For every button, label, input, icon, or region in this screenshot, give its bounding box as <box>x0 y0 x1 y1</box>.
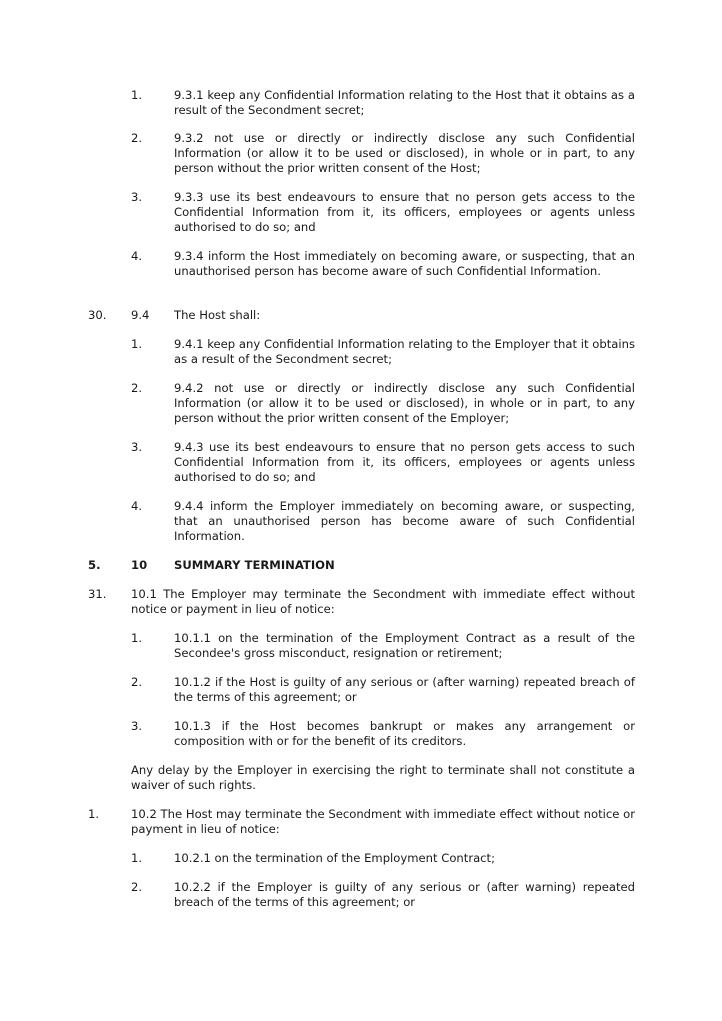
list-item-text: 9.4.1 keep any Confidential Information relating to the Employer that it obtains as a result of the Secondment secret; <box>174 337 635 366</box>
list-item-text: 9.3.1 keep any Confidential Information relating to the Host that it obtains as a result of the Secondment secret; <box>174 88 635 117</box>
clause-number: 9.4 <box>131 308 150 322</box>
list-number: 2. <box>131 675 143 689</box>
list-number: 1. <box>131 337 143 351</box>
clause-outer-number: 30. <box>88 308 107 322</box>
list-number: 2. <box>131 880 143 894</box>
list-number: 3. <box>131 440 143 454</box>
waiver-paragraph: Any delay by the Employer in exercising the right to terminate shall not constitute a waiver of such rights. <box>131 763 635 792</box>
list-item-text: 9.3.2 not use or directly or indirectly disclose any such Confidential Information (or allow it to be used or disclosed), in whole or in part, to any person without the prior written consent of the Host; <box>174 131 635 175</box>
list-number: 3. <box>131 190 143 204</box>
list-item-text: 9.3.4 inform the Host immediately on becoming aware, or suspecting, that an unauthorised person has become aware of such Confidential Information. <box>174 249 635 278</box>
list-number: 4. <box>131 499 143 513</box>
list-number: 2. <box>131 131 143 145</box>
list-item-text: 9.3.3 use its best endeavours to ensure that no person gets access to the Confidential Information from it, its officers, employees or agents unless authorised to do so; and <box>174 190 635 234</box>
clause-text: 10.1 The Employer may terminate the Secondment with immediate effect without notice or payment in lieu of notice: <box>131 587 635 616</box>
section-heading: SUMMARY TERMINATION <box>174 558 335 572</box>
clause-text: 10.2 The Host may terminate the Secondment with immediate effect without notice or payment in lieu of notice: <box>131 807 635 836</box>
list-item-text: 10.2.1 on the termination of the Employment Contract; <box>174 851 496 865</box>
clause-outer-number: 31. <box>88 587 107 601</box>
list-item-text: 10.2.2 if the Employer is guilty of any serious or (after warning) repeated breach of the terms of this agreement; or <box>174 880 635 909</box>
list-number: 1. <box>131 88 143 102</box>
clause-text: The Host shall: <box>174 308 261 322</box>
section-outer-number: 5. <box>88 558 101 572</box>
list-number: 1. <box>131 851 143 865</box>
clause-outer-number: 1. <box>88 807 100 821</box>
list-item-text: 10.1.3 if the Host becomes bankrupt or makes any arrangement or composition with or for the benefit of its creditors. <box>174 719 635 748</box>
list-number: 2. <box>131 381 143 395</box>
section-number: 10 <box>131 558 148 572</box>
list-number: 1. <box>131 631 143 645</box>
list-number: 4. <box>131 249 143 263</box>
list-item-text: 9.4.4 inform the Employer immediately on becoming aware, or suspecting, that an unauthorised person has become aware of such Confidential Information. <box>174 499 635 543</box>
list-item-text: 10.1.1 on the termination of the Employment Contract as a result of the Secondee's gross misconduct, resignation or retirement; <box>174 631 635 660</box>
list-item-text: 9.4.2 not use or directly or indirectly disclose any such Confidential Information (or allow it to be used or disclosed), in whole or in part, to any person without the prior written consent of the Employer; <box>174 381 635 425</box>
list-item-text: 9.4.3 use its best endeavours to ensure that no person gets access to such Confidential Information from it, its officers, employees or agents unless authorised to do so; and <box>174 440 635 484</box>
list-number: 3. <box>131 719 143 733</box>
list-item-text: 10.1.2 if the Host is guilty of any serious or (after warning) repeated breach of the terms of this agreement; or <box>174 675 635 704</box>
